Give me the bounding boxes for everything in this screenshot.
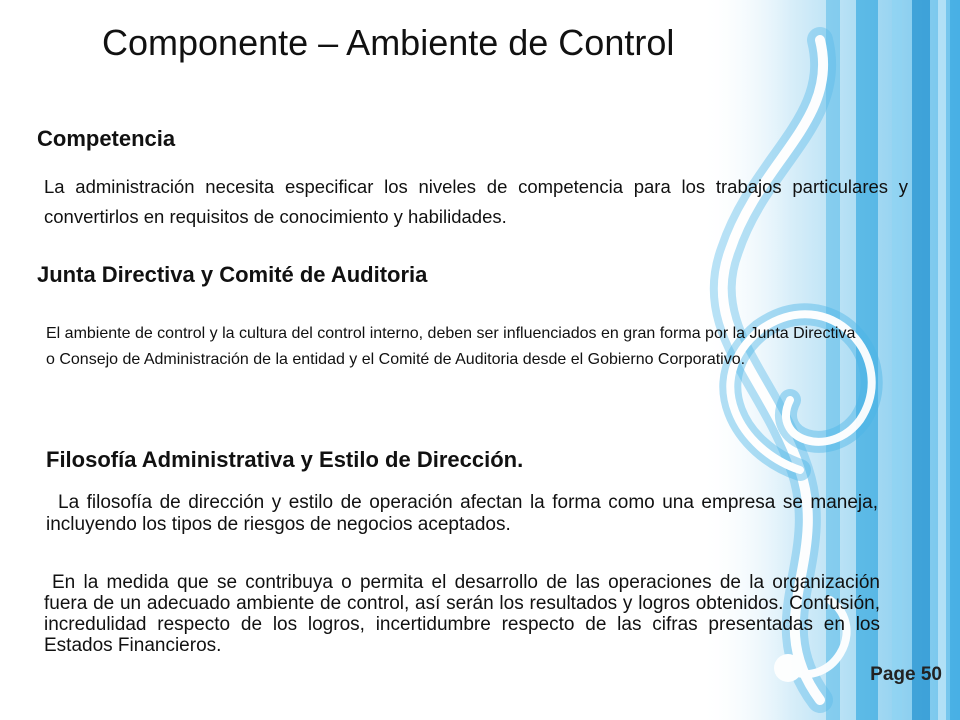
section-heading-junta-directiva: Junta Directiva y Comité de Auditoria: [37, 262, 428, 287]
slide-title: Componente – Ambiente de Control: [102, 22, 675, 63]
section-heading-competencia: Competencia: [37, 126, 176, 151]
page-number: Page 50: [870, 664, 942, 685]
section-paragraph: El ambiente de control y la cultura del control interno, deben ser influenciados en gran forma por la Junta Directiva o Consejo de Administración de la entidad y el Comité de Auditoria desde el Gobierno Corporativo.: [46, 325, 856, 368]
section-heading-filosofia: Filosofía Administrativa y Estilo de Dirección.: [46, 447, 524, 472]
section-paragraph: La filosofía de dirección y estilo de operación afectan la forma como una empresa se maneja, incluyendo los tipos de riesgos de negocios aceptados.: [46, 492, 878, 535]
section-paragraph: La administración necesita especificar los niveles de competencia para los trabajos particulares y convertirlos en requisitos de conocimiento y habilidades.: [44, 176, 908, 227]
section-paragraph: En la medida que se contribuya o permita el desarrollo de las operaciones de la organización fuera de un adecuado ambiente de control, así serán los resultados y logros obtenidos. Confusión, incredulidad respecto de los logros, incertidumbre respecto de las cifras presentadas en los Estados Financieros.: [44, 572, 880, 656]
